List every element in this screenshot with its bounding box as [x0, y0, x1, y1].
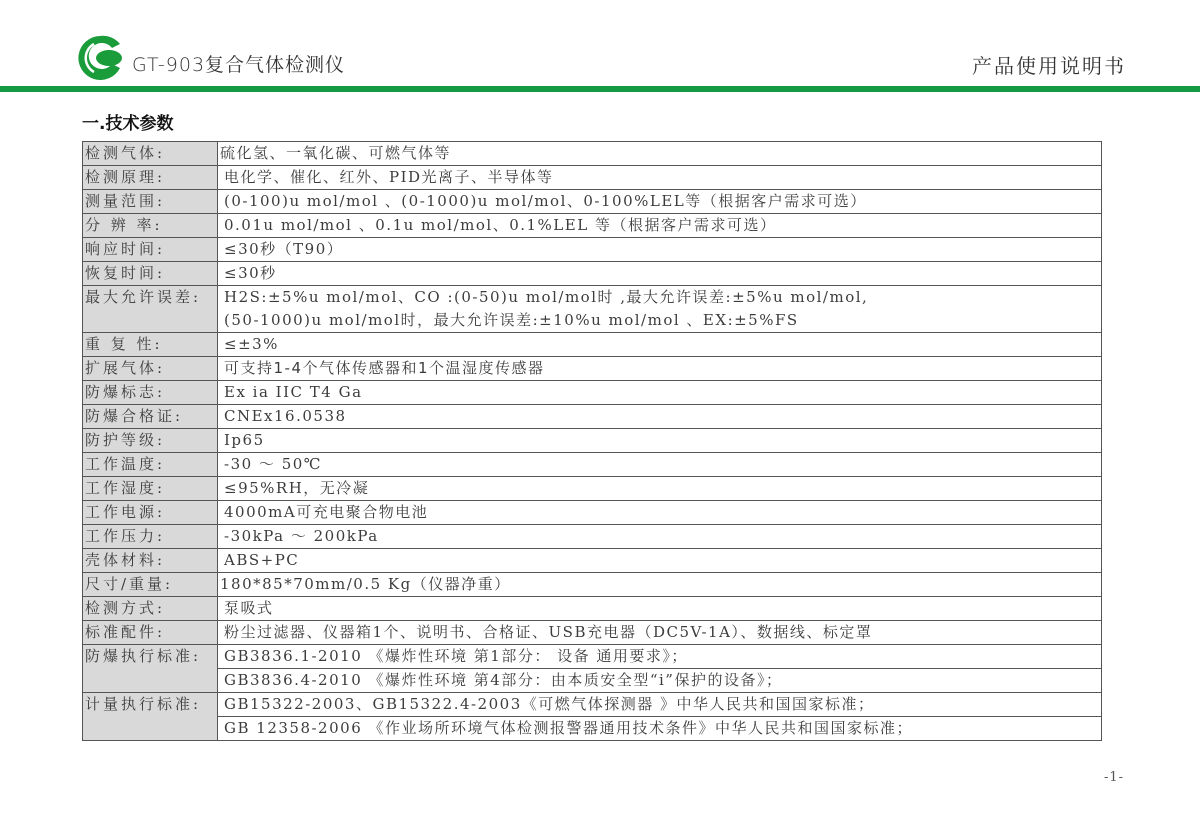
document-title: GT-903复合气体检测仪 — [132, 54, 346, 76]
spec-value: 4000mA可充电聚合物电池 — [218, 501, 1102, 525]
spec-label: 计量执行标准: — [83, 693, 218, 717]
spec-value: (0-100)u mol/mol 、(0-1000)u mol/mol、0-100%LEL等（根据客户需求可选） — [218, 190, 1102, 214]
table-row-continuation — [83, 669, 1102, 693]
spec-label: 工作电源: — [83, 501, 218, 525]
spec-label: 扩展气体: — [83, 357, 218, 381]
spec-label: 工作湿度: — [83, 477, 218, 501]
table-row — [83, 166, 1102, 190]
table-row — [83, 501, 1102, 525]
spec-value: ABS+PC — [218, 549, 1102, 573]
page-number: -1- — [1103, 770, 1124, 785]
spec-value: GB15322-2003、GB15322.4-2003《可燃气体探测器 》中华人民共和国国家标准； — [218, 693, 1102, 717]
table-row — [83, 333, 1102, 357]
document-type: 产品使用说明书 — [972, 54, 1126, 78]
table-row — [83, 621, 1102, 645]
table-row — [83, 357, 1102, 381]
table-row — [83, 453, 1102, 477]
table-row — [83, 477, 1102, 501]
spec-label: 响应时间: — [83, 238, 218, 262]
spec-label: 壳体材料: — [83, 549, 218, 573]
spec-value: -30 ～ 50℃ — [218, 453, 1102, 477]
spec-value: ≤95%RH，无冷凝 — [218, 477, 1102, 501]
table-row-continuation — [83, 717, 1102, 741]
spec-label: 标准配件: — [83, 621, 218, 645]
spec-value: GB3836.1-2010 《爆炸性环境 第1部分： 设备 通用要求》； — [218, 645, 1102, 669]
table-row — [83, 525, 1102, 549]
table-row — [83, 214, 1102, 238]
spec-value: ≤30秒 — [218, 262, 1102, 286]
spec-label-empty — [83, 309, 218, 333]
spec-label: 重 复 性: — [83, 333, 218, 357]
spec-label: 防爆合格证: — [83, 405, 218, 429]
spec-label: 防爆标志: — [83, 381, 218, 405]
spec-value: 泵吸式 — [218, 597, 1102, 621]
page-header — [0, 0, 1200, 92]
table-row — [83, 381, 1102, 405]
spec-label-empty — [83, 669, 218, 693]
spec-value: Ip65 — [218, 429, 1102, 453]
spec-label: 工作压力: — [83, 525, 218, 549]
table-row — [83, 142, 1102, 166]
spec-value: Ex ia IIC T4 Ga — [218, 381, 1102, 405]
table-row — [83, 429, 1102, 453]
spec-value: 硫化氢、一氧化碳、可燃气体等 — [218, 142, 1102, 166]
spec-label-empty — [83, 717, 218, 741]
spec-label: 检测方式: — [83, 597, 218, 621]
spec-label: 防护等级: — [83, 429, 218, 453]
spec-label: 防爆执行标准: — [83, 645, 218, 669]
spec-value: 0.01u mol/mol 、0.1u mol/mol、0.1%LEL 等（根据客户需求可选） — [218, 214, 1102, 238]
table-row — [83, 645, 1102, 669]
spec-value: -30kPa ～ 200kPa — [218, 525, 1102, 549]
spec-value: ≤30秒（T90） — [218, 238, 1102, 262]
spec-value: GB3836.4-2010 《爆炸性环境 第4部分：由本质安全型“i”保护的设备》； — [218, 669, 1102, 693]
table-row — [83, 549, 1102, 573]
table-row — [83, 405, 1102, 429]
spec-label: 恢复时间: — [83, 262, 218, 286]
spec-table — [82, 141, 1102, 741]
spec-value: CNEx16.0538 — [218, 405, 1102, 429]
spec-value: 粉尘过滤器、仪器箱1个、说明书、合格证、USB充电器（DC5V-1A）、数据线、标定罩 — [218, 621, 1102, 645]
table-row — [83, 238, 1102, 262]
spec-label: 尺寸/重量: — [83, 573, 218, 597]
spec-label: 工作温度: — [83, 453, 218, 477]
spec-value: GB 12358-2006 《作业场所环境气体检测报警器通用技术条件》中华人民共和国国家标准； — [218, 717, 1102, 741]
table-row — [83, 597, 1102, 621]
spec-value: 180*85*70mm/0.5 Kg（仪器净重） — [218, 573, 1102, 597]
table-row — [83, 262, 1102, 286]
spec-value: (50-1000)u mol/mol时，最大允许误差:±10%u mol/mol 、EX:±5%FS — [218, 309, 1102, 333]
spec-value: 可支持1-4个气体传感器和1个温湿度传感器 — [218, 357, 1102, 381]
spec-label: 检测气体: — [83, 142, 218, 166]
company-logo-icon — [76, 34, 124, 82]
table-row — [83, 190, 1102, 214]
spec-label: 最大允许误差: — [83, 286, 218, 310]
spec-value: H2S:±5%u mol/mol、CO :(0-50)u mol/mol时 ,最大允许误差:±5%u mol/mol, — [218, 286, 1102, 310]
table-row-continuation — [83, 309, 1102, 333]
table-row — [83, 286, 1102, 310]
table-row — [83, 693, 1102, 717]
spec-label: 分 辨 率: — [83, 214, 218, 238]
header-divider — [0, 86, 1200, 92]
spec-label: 检测原理: — [83, 166, 218, 190]
table-row — [83, 573, 1102, 597]
spec-label: 测量范围: — [83, 190, 218, 214]
section-title: 一.技术参数 — [82, 114, 174, 134]
spec-value: ≤±3% — [218, 333, 1102, 357]
spec-value: 电化学、催化、红外、PID光离子、半导体等 — [218, 166, 1102, 190]
